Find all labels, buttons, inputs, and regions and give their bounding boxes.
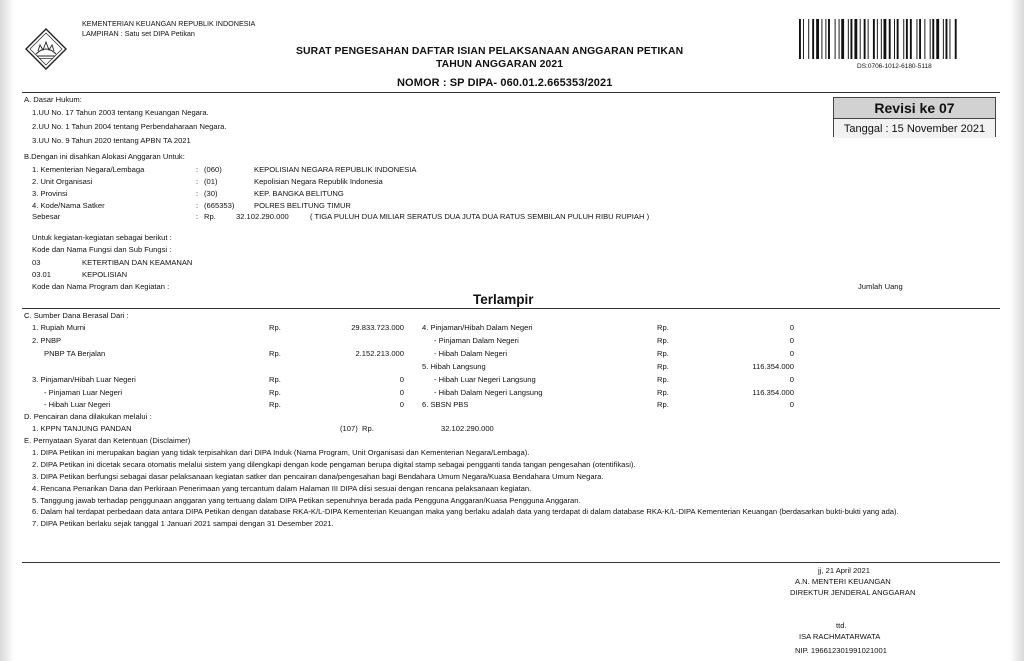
signature-role1: A.N. MENTERI KEUANGAN bbox=[795, 577, 891, 586]
b-row-value: KEP. BANGKA BELITUNG bbox=[254, 189, 344, 198]
c-left-label: 3. Pinjaman/Hibah Luar Negeri bbox=[32, 375, 136, 384]
sebesar-rp: Rp. bbox=[204, 212, 216, 221]
b-row-label: 1. Kementerian Negara/Lembaga bbox=[32, 165, 145, 174]
fungsi-code: 03 bbox=[32, 258, 41, 267]
c-right-rp: Rp. bbox=[657, 336, 669, 345]
kemenkeu-emblem-icon bbox=[24, 27, 68, 71]
kppn-name: 1. KPPN TANJUNG PANDAN bbox=[32, 424, 132, 433]
disclaimer-item: 7. DIPA Petikan berlaku sejak tanggal 1 Januari 2021 sampai dengan 31 Desember 2021. bbox=[32, 519, 334, 528]
c-left-rp: Rp. bbox=[269, 400, 281, 409]
c-right-label: - Hibah Luar Negeri Langsung bbox=[434, 375, 536, 384]
kppn-rp: Rp. bbox=[362, 424, 374, 433]
signature-place-date: jj, 21 April 2021 bbox=[818, 566, 870, 575]
c-left-amount: 0 bbox=[399, 375, 404, 384]
terlampir-label: Terlampir bbox=[473, 292, 534, 307]
jumlah-uang-label: Jumlah Uang bbox=[858, 282, 903, 291]
signature-role2: DIREKTUR JENDERAL ANGGARAN bbox=[790, 588, 916, 597]
section-a-item: 2.UU No. 1 Tahun 2004 tentang Perbendaharaan Negara. bbox=[32, 122, 227, 131]
section-c-heading: C. Sumber Dana Berasal Dari : bbox=[24, 311, 129, 320]
c-right-amount: 0 bbox=[789, 400, 794, 409]
c-right-label: - Hibah Dalam Negeri Langsung bbox=[434, 388, 543, 397]
c-right-label: - Hibah Dalam Negeri bbox=[434, 349, 508, 358]
subfungsi-name: KEPOLISIAN bbox=[82, 270, 128, 279]
c-right-label: 5. Hibah Langsung bbox=[422, 362, 486, 371]
kppn-amount: 32.102.290.000 bbox=[441, 424, 494, 433]
section-d-heading: D. Pencairan dana dilakukan melalui : bbox=[24, 412, 152, 421]
sebesar-label: Sebesar bbox=[32, 212, 61, 221]
c-right-label: 4. Pinjaman/Hibah Dalam Negeri bbox=[422, 323, 533, 332]
c-right-amount: 0 bbox=[789, 323, 794, 332]
b-row-label: 3. Provinsi bbox=[32, 189, 68, 198]
c-right-amount: 0 bbox=[789, 336, 794, 345]
c-left-rp: Rp. bbox=[269, 375, 281, 384]
c-left-amount: 0 bbox=[399, 388, 404, 397]
signature-ttd: ttd. bbox=[836, 621, 847, 630]
disclaimer-item: 3. DIPA Petikan berfungsi sebagai dasar pelaksanaan kegiatan satker dan pencairan dana/pengesahan bagi Bendahara Umum Negara/Kuasa Bendahara Umum Negara. bbox=[32, 472, 604, 481]
section-a-item: 1.UU No. 17 Tahun 2003 tentang Keuangan Negara. bbox=[32, 108, 209, 117]
c-right-amount: 116.354.000 bbox=[752, 362, 794, 371]
section-a-heading: A. Dasar Hukum: bbox=[24, 95, 82, 104]
sebesar-amount: 32.102.290.000 bbox=[236, 212, 289, 221]
c-left-label: - Pinjaman Luar Negeri bbox=[44, 388, 123, 397]
c-left-amount: 0 bbox=[399, 400, 404, 409]
disclaimer-item: 2. DIPA Petikan ini dicetak secara otomatis melalui sistem yang dilengkapi dengan kode pengaman berupa digital stamp sebagai pengganti tanda tangan pengesahan (otentifikasi). bbox=[32, 460, 636, 469]
barcode-icon bbox=[799, 19, 995, 59]
c-right-amount: 0 bbox=[789, 375, 794, 384]
b-row-colon: : bbox=[196, 201, 199, 210]
c-right-amount: 116.354.000 bbox=[752, 388, 794, 397]
disclaimer-item: 1. DIPA Petikan ini merupakan bagian yang tidak terpisahkan dari DIPA Induk (Nama Program, Unit Organisasi dan Kementerian Negara/Lembaga). bbox=[32, 448, 530, 457]
b-row-colon: : bbox=[196, 177, 199, 186]
b-row-value: Kepolisian Negara Republik Indonesia bbox=[254, 177, 383, 186]
signature-name: ISA RACHMATARWATA bbox=[799, 632, 881, 641]
kegiatan-intro: Untuk kegiatan-kegiatan sebagai berikut : bbox=[32, 233, 172, 242]
c-left-label: 1. Rupiah Murni bbox=[32, 323, 86, 332]
bottom-divider bbox=[22, 562, 1000, 563]
b-row-code: (30) bbox=[204, 189, 218, 198]
sebesar-colon: : bbox=[196, 212, 199, 221]
c-left-label: - Hibah Luar Negeri bbox=[44, 400, 111, 409]
b-row-label: 2. Unit Organisasi bbox=[32, 177, 93, 186]
ds-code: DS:0706-1012-6180-5118 bbox=[857, 63, 932, 70]
c-right-rp: Rp. bbox=[657, 323, 669, 332]
revisi-label: Revisi ke 07 bbox=[834, 98, 995, 119]
section-a-item: 3.UU No. 9 Tahun 2020 tentang APBN TA 2021 bbox=[32, 136, 191, 145]
c-right-label: - Pinjaman Dalam Negeri bbox=[434, 336, 519, 345]
revisi-date: Tanggal : 15 November 2021 bbox=[834, 119, 995, 138]
document-year: TAHUN ANGGARAN 2021 bbox=[436, 59, 564, 70]
c-right-rp: Rp. bbox=[657, 349, 669, 358]
page-shadow-left bbox=[0, 0, 14, 661]
b-row-value: KEPOLISIAN NEGARA REPUBLIK INDONESIA bbox=[254, 165, 417, 174]
disclaimer-item: 5. Tanggung jawab terhadap penggunaan anggaran yang tertuang dalam DIPA Petikan sepenuhnya berada pada Pengguna Anggaran/Kuasa Pengguna Anggaran. bbox=[32, 496, 581, 505]
b-row-code: (665353) bbox=[204, 201, 235, 210]
ministry-name: KEMENTERIAN KEUANGAN REPUBLIK INDONESIA bbox=[82, 19, 256, 28]
c-left-rp: Rp. bbox=[269, 323, 281, 332]
kppn-code: (107) bbox=[340, 424, 358, 433]
c-right-amount: 0 bbox=[789, 349, 794, 358]
c-left-rp: Rp. bbox=[269, 388, 281, 397]
disclaimer-item: 6. Dalam hal terdapat perbedaan data antara DIPA Petikan dengan database RKA-K/L-DIPA Kementerian Keuangan maka yang berlaku adalah data yang terdapat di dalam database RKA-K/L-DIPA Kementerian Keuangan (berdasarkan bukti-bukti yang ada). bbox=[32, 507, 899, 516]
fungsi-name: KETERTIBAN DAN KEAMANAN bbox=[82, 258, 193, 267]
program-label: Kode dan Nama Program dan Kegiatan : bbox=[32, 282, 170, 291]
b-row-label: 4. Kode/Nama Satker bbox=[32, 201, 105, 210]
b-row-code: (060) bbox=[204, 165, 222, 174]
fungsi-label: Kode dan Nama Fungsi dan Sub Fungsi : bbox=[32, 245, 172, 254]
c-right-rp: Rp. bbox=[657, 362, 669, 371]
revisi-box bbox=[833, 97, 996, 137]
section-e-heading: E. Pernyataan Syarat dan Ketentuan (Disclaimer) bbox=[24, 436, 191, 445]
c-right-rp: Rp. bbox=[657, 400, 669, 409]
b-row-value: POLRES BELITUNG TIMUR bbox=[254, 201, 351, 210]
c-right-label: 6. SBSN PBS bbox=[422, 400, 469, 409]
b-row-colon: : bbox=[196, 189, 199, 198]
c-left-label: 2. PNBP bbox=[32, 336, 62, 345]
page-shadow-right bbox=[1010, 0, 1024, 661]
document-number: NOMOR : SP DIPA- 060.01.2.665353/2021 bbox=[397, 77, 613, 89]
sebesar-words: ( TIGA PULUH DUA MILIAR SERATUS DUA JUTA DUA RATUS SEMBILAN PULUH RIBU RUPIAH ) bbox=[310, 212, 650, 221]
lampiran-text: LAMPIRAN : Satu set DIPA Petikan bbox=[82, 29, 195, 38]
c-left-label: PNBP TA Berjalan bbox=[44, 349, 106, 358]
signature-nip: NIP. 196612301991021001 bbox=[795, 646, 887, 655]
top-divider bbox=[22, 92, 1000, 93]
b-row-code: (01) bbox=[204, 177, 218, 186]
c-right-rp: Rp. bbox=[657, 375, 669, 384]
section-b-heading: B.Dengan ini disahkan Alokasi Anggaran Untuk: bbox=[24, 152, 185, 161]
document-title: SURAT PENGESAHAN DAFTAR ISIAN PELAKSANAAN ANGGARAN PETIKAN bbox=[296, 46, 684, 57]
c-left-amount: 29.833.723.000 bbox=[351, 323, 404, 332]
c-left-amount: 2.152.213.000 bbox=[355, 349, 404, 358]
mid-divider bbox=[22, 308, 1000, 309]
c-right-rp: Rp. bbox=[657, 388, 669, 397]
subfungsi-code: 03.01 bbox=[32, 270, 52, 279]
c-left-rp: Rp. bbox=[269, 349, 281, 358]
disclaimer-item: 4. Rencana Penarikan Dana dan Perkiraan Penerimaan yang tercantum dalam Halaman III DIPA diisi sesuai dengan rencana pelaksanaan kegiatan. bbox=[32, 484, 532, 493]
b-row-colon: : bbox=[196, 165, 199, 174]
